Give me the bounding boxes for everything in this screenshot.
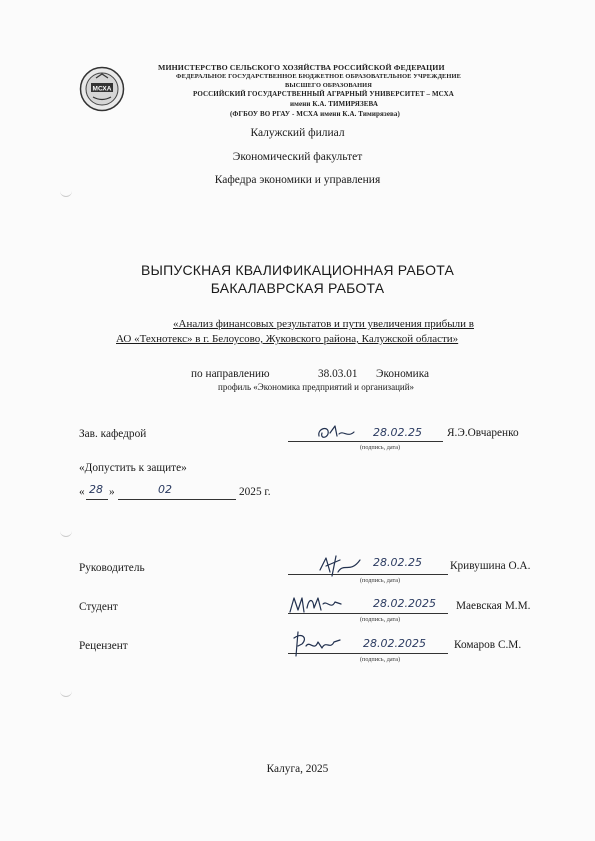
admission-label: «Допустить к защите» xyxy=(79,462,187,474)
scan-mark xyxy=(60,530,72,537)
signature-supervisor xyxy=(316,552,364,580)
supervisor-name: Кривушина О.А. xyxy=(450,560,531,572)
admission-quote-close: » xyxy=(109,486,115,498)
scan-mark xyxy=(60,690,72,697)
admission-month-line xyxy=(118,499,236,500)
signature-caption: (подпись, дата) xyxy=(360,577,401,584)
reviewer-date: 28.02.2025 xyxy=(363,637,426,650)
student-date: 28.02.2025 xyxy=(373,597,436,610)
direction-label: по направлению xyxy=(191,368,270,380)
topic-line1: «Анализ финансовых результатов и пути увеличения прибыли в xyxy=(173,318,474,330)
university-name: РОССИЙСКИЙ ГОСУДАРСТВЕННЫЙ АГРАРНЫЙ УНИВЕРСИТЕТ – МСХА xyxy=(193,90,454,98)
education-level: ВЫСШЕГО ОБРАЗОВАНИЯ xyxy=(285,82,372,89)
head-of-department-label: Зав. кафедрой xyxy=(79,428,147,440)
admission-month: 02 xyxy=(158,483,172,496)
university-abbreviation: (ФГБОУ ВО РГАУ - МСХА имени К.А. Тимирязева) xyxy=(230,110,400,118)
signature-head-of-department xyxy=(316,420,358,444)
ministry-name: МИНИСТЕРСТВО СЕЛЬСКОГО ХОЗЯЙСТВА РОССИЙСКОЙ ФЕДЕРАЦИИ xyxy=(158,63,445,72)
head-of-department-date: 28.02.25 xyxy=(373,426,422,439)
scan-mark xyxy=(60,190,72,197)
faculty-name: Экономический факультет xyxy=(232,151,363,163)
university-emblem-icon xyxy=(79,66,125,112)
signature-reviewer xyxy=(288,628,346,660)
institution-type: ФЕДЕРАЛЬНОЕ ГОСУДАРСТВЕННОЕ БЮДЖЕТНОЕ ОБРАЗОВАТЕЛЬНОЕ УЧРЕЖДЕНИЕ xyxy=(176,73,461,80)
head-of-department-name: Я.Э.Овчаренко xyxy=(447,427,519,439)
student-label: Студент xyxy=(79,601,118,613)
admission-day: 28 xyxy=(89,483,103,496)
direction-profile: профиль «Экономика предприятий и организаций» xyxy=(218,382,415,392)
admission-quote-open: « xyxy=(79,486,85,498)
reviewer-name: Комаров С.М. xyxy=(454,639,522,651)
admission-day-line xyxy=(86,499,108,500)
supervisor-label: Руководитель xyxy=(79,562,145,574)
topic-line2: АО «Технотекс» в г. Белоусово, Жуковского района, Калужской области» xyxy=(116,333,459,345)
student-name: Маевская М.М. xyxy=(456,600,531,612)
branch-name: Калужский филиал xyxy=(250,127,345,139)
university-named-after: имени К.А. ТИМИРЯЗЕВА xyxy=(290,100,379,108)
direction-code: 38.03.01 xyxy=(318,368,358,380)
reviewer-label: Рецензент xyxy=(79,640,128,652)
signature-line xyxy=(288,574,448,575)
signature-caption: (подпись, дата) xyxy=(360,616,401,623)
work-title-line2: БАКАЛАВРСКАЯ РАБОТА xyxy=(210,280,385,296)
work-title-line1: ВЫПУСКНАЯ КВАЛИФИКАЦИОННАЯ РАБОТА xyxy=(140,262,455,278)
signature-caption: (подпись, дата) xyxy=(360,656,401,663)
city-year: Калуга, 2025 xyxy=(266,763,329,775)
direction-name: Экономика xyxy=(376,368,430,380)
supervisor-date: 28.02.25 xyxy=(373,556,422,569)
signature-caption: (подпись, дата) xyxy=(360,444,401,451)
signature-student xyxy=(287,592,345,618)
department-name: Кафедра экономики и управления xyxy=(214,174,381,186)
admission-year: 2025 г. xyxy=(239,486,271,498)
signature-line xyxy=(288,441,443,442)
emblem-text: МСХА xyxy=(92,85,112,93)
